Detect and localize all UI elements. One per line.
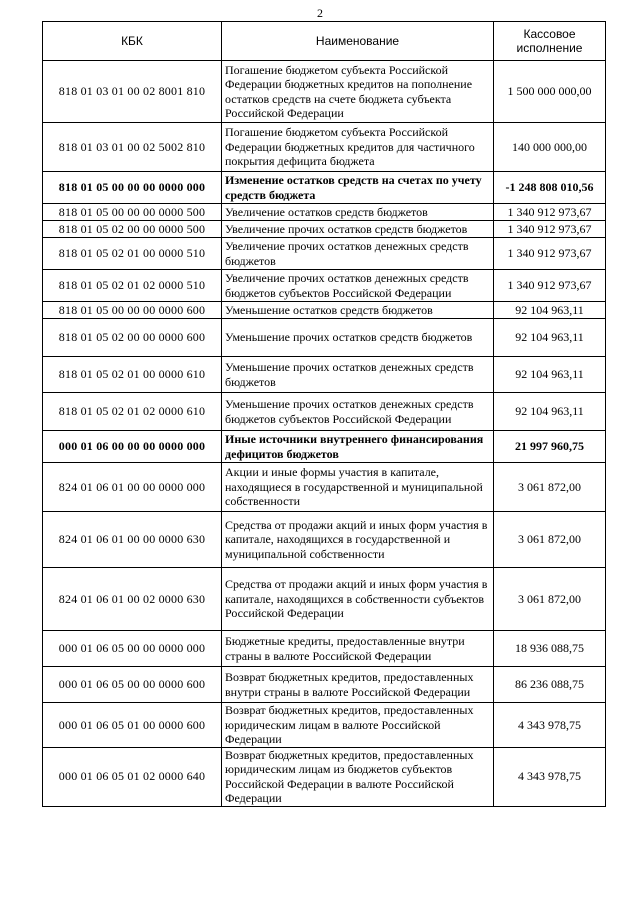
row-amount: 1 340 912 973,67 <box>494 270 606 302</box>
row-kbk: 818 01 05 00 00 00 0000 600 <box>43 302 222 319</box>
row-amount: 1 500 000 000,00 <box>494 61 606 123</box>
row-kbk: 000 01 06 00 00 00 0000 000 <box>43 431 222 463</box>
table-row <box>43 463 606 512</box>
table-row <box>43 270 606 302</box>
table-row <box>43 667 606 703</box>
row-name: Увеличение остатков средств бюджетов <box>222 204 494 221</box>
table-row <box>43 631 606 667</box>
table-row <box>43 568 606 631</box>
row-kbk: 818 01 05 02 00 00 0000 500 <box>43 221 222 238</box>
row-kbk: 818 01 05 02 01 00 0000 510 <box>43 238 222 270</box>
row-name: Бюджетные кредиты, предоставленные внутри страны в валюте Российской Федерации <box>222 631 494 667</box>
table-row <box>43 204 606 221</box>
table-row <box>43 393 606 431</box>
row-amount: 86 236 088,75 <box>494 667 606 703</box>
header-kbk: КБК <box>43 22 222 61</box>
row-name: Уменьшение прочих остатков денежных средств бюджетов <box>222 357 494 393</box>
row-amount: 1 340 912 973,67 <box>494 204 606 221</box>
row-name: Уменьшение прочих остатков денежных средств бюджетов субъектов Российской Федерации <box>222 393 494 431</box>
row-name: Изменение остатков средств на счетах по учету средств бюджета <box>222 172 494 204</box>
row-amount: 4 343 978,75 <box>494 747 606 806</box>
row-kbk: 824 01 06 01 00 00 0000 000 <box>43 463 222 512</box>
row-kbk: 818 01 05 02 01 02 0000 610 <box>43 393 222 431</box>
table-row <box>43 61 606 123</box>
table-row <box>43 703 606 748</box>
row-name: Возврат бюджетных кредитов, предоставленных внутри страны в валюте Российской Федерации <box>222 667 494 703</box>
row-amount: 1 340 912 973,67 <box>494 238 606 270</box>
row-kbk: 818 01 05 00 00 00 0000 500 <box>43 204 222 221</box>
page-number: 2 <box>317 6 323 20</box>
row-kbk: 000 01 06 05 01 00 0000 600 <box>43 703 222 748</box>
row-kbk: 818 01 03 01 00 02 5002 810 <box>43 123 222 172</box>
row-name: Возврат бюджетных кредитов, предоставленных юридическим лицам в валюте Российской Федерации <box>222 703 494 748</box>
row-amount: 1 340 912 973,67 <box>494 221 606 238</box>
row-kbk: 818 01 05 00 00 00 0000 000 <box>43 172 222 204</box>
row-amount: 92 104 963,11 <box>494 319 606 357</box>
row-name: Средства от продажи акций и иных форм участия в капитале, находящихся в собственности субъектов Российской Федерации <box>222 568 494 631</box>
table-row <box>43 357 606 393</box>
table-row <box>43 302 606 319</box>
header-amount: Кассовое исполнение <box>494 22 606 61</box>
row-kbk: 818 01 05 02 01 02 0000 510 <box>43 270 222 302</box>
row-name: Увеличение прочих остатков денежных средств бюджетов <box>222 238 494 270</box>
row-kbk: 824 01 06 01 00 02 0000 630 <box>43 568 222 631</box>
header-name: Наименование <box>222 22 494 61</box>
table-row <box>43 123 606 172</box>
row-amount: 18 936 088,75 <box>494 631 606 667</box>
row-name: Увеличение прочих остатков денежных средств бюджетов субъектов Российской Федерации <box>222 270 494 302</box>
row-name: Уменьшение остатков средств бюджетов <box>222 302 494 319</box>
row-amount: 92 104 963,11 <box>494 302 606 319</box>
row-kbk: 824 01 06 01 00 00 0000 630 <box>43 512 222 568</box>
table-row <box>43 319 606 357</box>
row-amount: 21 997 960,75 <box>494 431 606 463</box>
row-name: Акции и иные формы участия в капитале, находящиеся в государственной и муниципальной собственности <box>222 463 494 512</box>
row-name: Увеличение прочих остатков средств бюджетов <box>222 221 494 238</box>
row-kbk: 000 01 06 05 00 00 0000 000 <box>43 631 222 667</box>
table-header-row <box>43 22 606 61</box>
budget-sources-table <box>42 21 606 807</box>
row-name: Иные источники внутреннего финансирования дефицитов бюджетов <box>222 431 494 463</box>
table-row <box>43 512 606 568</box>
row-name: Погашение бюджетом субъекта Российской Федерации бюджетных кредитов для частичного покрытия дефицита бюджета <box>222 123 494 172</box>
row-amount: 140 000 000,00 <box>494 123 606 172</box>
row-name: Средства от продажи акций и иных форм участия в капитале, находящихся в государственной и муниципальной собственности <box>222 512 494 568</box>
table-row <box>43 431 606 463</box>
row-kbk: 818 01 05 02 01 00 0000 610 <box>43 357 222 393</box>
table-row <box>43 238 606 270</box>
table-row <box>43 172 606 204</box>
row-kbk: 000 01 06 05 00 00 0000 600 <box>43 667 222 703</box>
row-name: Возврат бюджетных кредитов, предоставленных юридическим лицам из бюджетов субъектов Российской Федерации в валюте Российской Федерации <box>222 747 494 806</box>
table-row <box>43 747 606 806</box>
row-kbk: 000 01 06 05 01 02 0000 640 <box>43 747 222 806</box>
row-kbk: 818 01 05 02 00 00 0000 600 <box>43 319 222 357</box>
row-name: Уменьшение прочих остатков средств бюджетов <box>222 319 494 357</box>
row-amount: 3 061 872,00 <box>494 568 606 631</box>
row-amount: -1 248 808 010,56 <box>494 172 606 204</box>
row-name: Погашение бюджетом субъекта Российской Федерации бюджетных кредитов на пополнение остатков средств на счете бюджета субъекта Российской Федерации <box>222 61 494 123</box>
row-amount: 4 343 978,75 <box>494 703 606 748</box>
row-kbk: 818 01 03 01 00 02 8001 810 <box>43 61 222 123</box>
row-amount: 92 104 963,11 <box>494 393 606 431</box>
table-row <box>43 221 606 238</box>
row-amount: 3 061 872,00 <box>494 512 606 568</box>
row-amount: 3 061 872,00 <box>494 463 606 512</box>
row-amount: 92 104 963,11 <box>494 357 606 393</box>
